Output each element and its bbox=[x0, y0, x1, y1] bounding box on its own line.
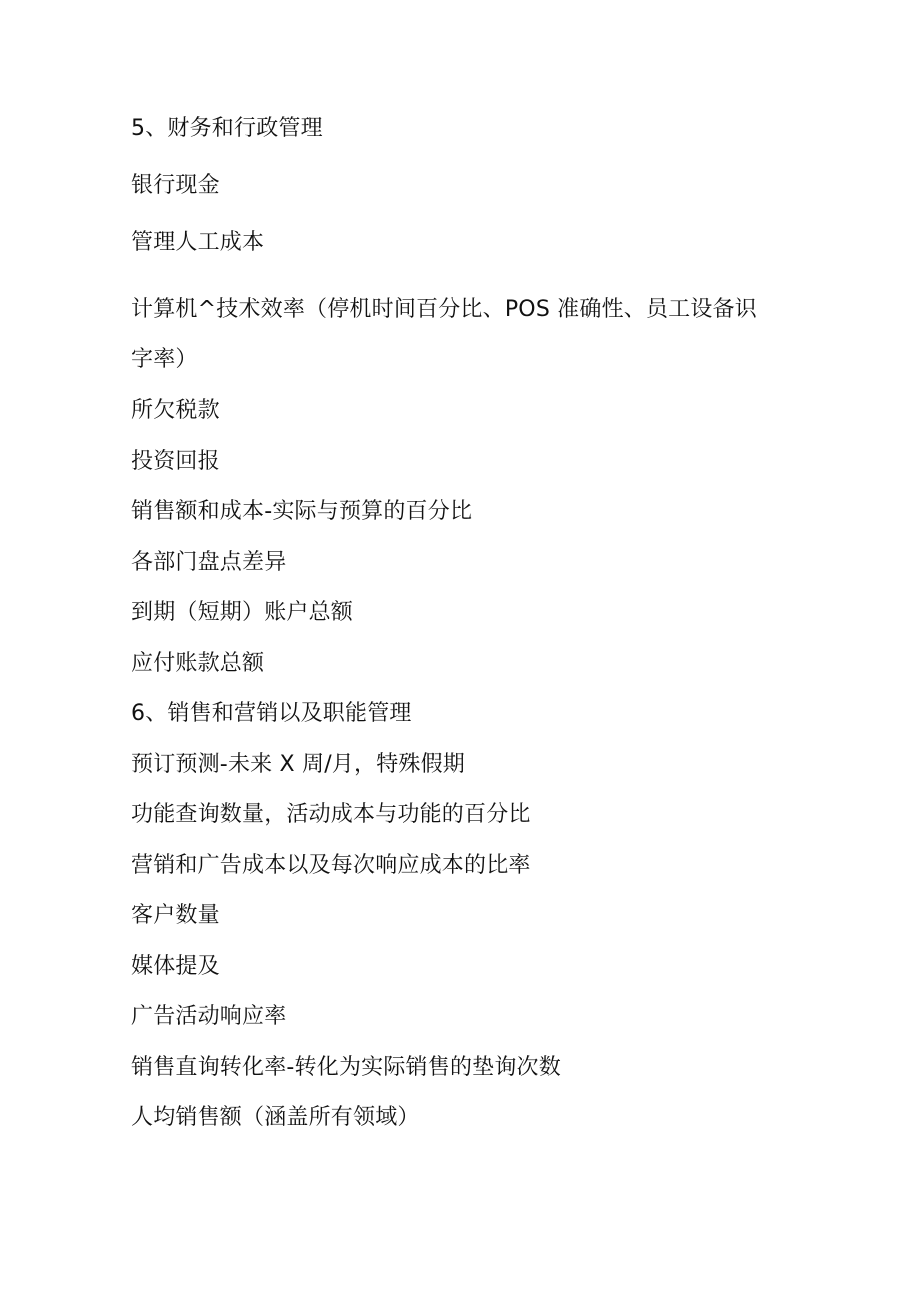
list-item-inventory-variance: 各部门盘点差异 bbox=[131, 550, 287, 575]
list-item-bank-cash: 银行现金 bbox=[131, 173, 220, 198]
list-item-short-term-accounts: 到期（短期）账户总额 bbox=[131, 600, 354, 625]
list-item-roi: 投资回报 bbox=[131, 449, 220, 474]
list-item-conversion-rate: 销售直询转化率-转化为实际销售的垫询次数 bbox=[131, 1055, 561, 1080]
list-item-customer-count: 客户数量 bbox=[131, 903, 220, 928]
list-item-tech-efficiency: 计算机^技术效率（停机时间百分比、POS 准确性、员工设备识 bbox=[131, 297, 757, 322]
list-item-booking-forecast: 预订预测-未来 X 周/月，特殊假期 bbox=[131, 752, 466, 777]
section-heading-sales-marketing: 6、销售和营销以及职能管理 bbox=[131, 701, 412, 726]
list-item-sales-per-capita: 人均销售额（涵盖所有领域） bbox=[131, 1105, 420, 1130]
list-item-ad-response-rate: 广告活动响应率 bbox=[131, 1004, 287, 1029]
section-heading-finance-admin: 5、财务和行政管理 bbox=[131, 116, 323, 141]
list-item-media-mentions: 媒体提及 bbox=[131, 954, 220, 979]
list-item-function-inquiries: 功能查询数量，活动成本与功能的百分比 bbox=[131, 802, 531, 827]
list-item-taxes-owed: 所欠税款 bbox=[131, 398, 220, 423]
list-item-marketing-cost-ratio: 营销和广告成本以及每次响应成本的比率 bbox=[131, 853, 531, 878]
list-item-tech-efficiency-cont: 字率） bbox=[131, 347, 198, 372]
list-item-labor-cost: 管理人工成本 bbox=[131, 230, 265, 255]
list-item-sales-vs-budget: 销售额和成本-实际与预算的百分比 bbox=[131, 499, 473, 524]
list-item-accounts-payable: 应付账款总额 bbox=[131, 651, 265, 676]
